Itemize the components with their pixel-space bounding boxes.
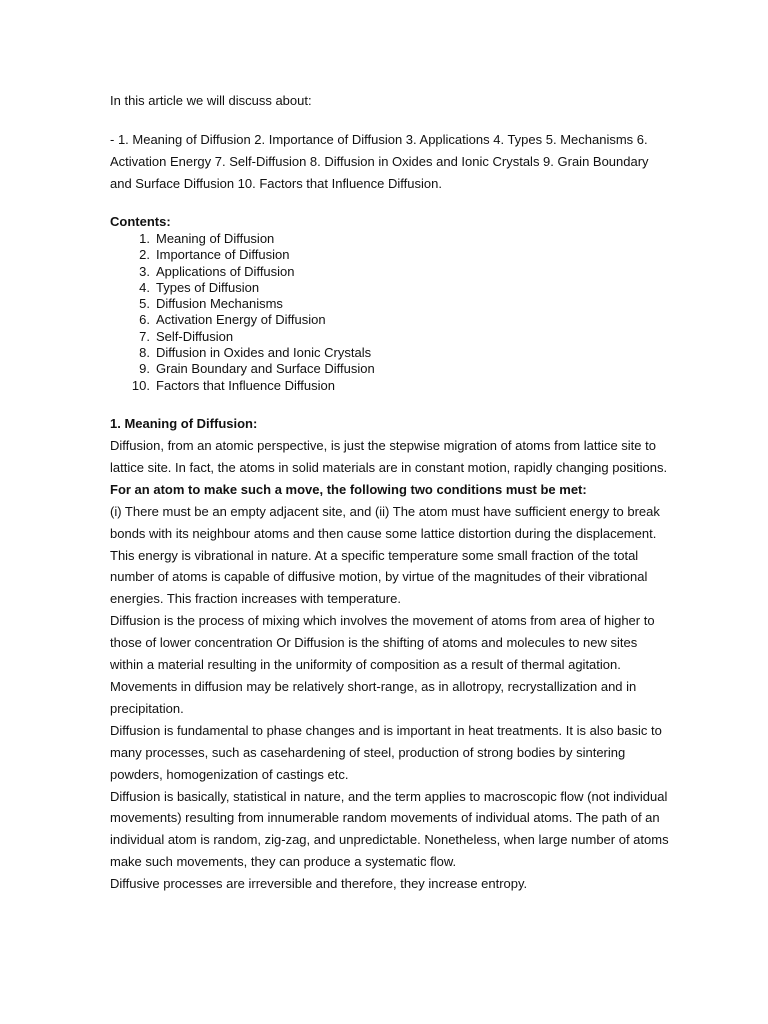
contents-heading: Contents: <box>110 214 171 229</box>
toc-item-number: 1. <box>139 231 150 246</box>
toc-item-label: Factors that Influence Diffusion <box>156 377 335 393</box>
body-paragraph: Diffusive processes are irreversible and therefore, they increase entropy. <box>110 876 528 892</box>
body-paragraph: Diffusion, from an atomic perspective, is just the stepwise migration of atoms from lattice site to lattice site. In fact, the atoms in solid materials are in constant motion, rapidly changing positions. <box>110 438 668 475</box>
toc-item-number: 9. <box>139 361 150 377</box>
body-paragraph: Diffusion is basically, statistical in nature, and the term applies to macroscopic flow (not individual movements) resulting from innumerable random movements of individual atoms. The path of an individual atom is random, zig-zag, and unpredictable. Nonetheless, when large number of atoms make such movements, they can produce a systematic flow. <box>110 788 669 870</box>
toc-item-label: Importance of Diffusion <box>156 247 290 263</box>
body-subheading: For an atom to make such a move, the following two conditions must be met: <box>110 481 587 497</box>
section-heading: 1. Meaning of Diffusion: <box>110 416 258 431</box>
toc-item <box>110 361 375 377</box>
toc-item-label: Activation Energy of Diffusion <box>156 312 326 328</box>
toc-item-number: 3. <box>139 263 150 279</box>
toc-item-label: Diffusion Mechanisms <box>156 296 283 312</box>
toc-item <box>110 264 375 280</box>
toc-item-label: Grain Boundary and Surface Diffusion <box>156 361 375 377</box>
toc-item <box>110 312 375 328</box>
toc-item <box>110 280 375 296</box>
body-paragraph: Diffusion is the process of mixing which involves the movement of atoms from area of higher to those of lower concentration Or Diffusion is the shifting of atoms and molecules to new sites within a material resulting in the uniformity of composition as a result of thermal agitation. <box>110 613 655 673</box>
body-paragraph: Movements in diffusion may be relatively short-range, as in allotropy, recrystallization and in precipitation. <box>110 678 637 716</box>
toc-item-label: Self-Diffusion <box>156 328 234 344</box>
toc-item-number: 6. <box>139 312 150 328</box>
toc-item-label: Diffusion in Oxides and Ionic Crystals <box>156 345 372 361</box>
toc-item-number: 8. <box>139 345 150 361</box>
toc-item-number: 10. <box>131 377 150 393</box>
toc-item <box>110 345 375 361</box>
toc-item <box>110 231 375 247</box>
toc-item-number: 2. <box>139 247 150 263</box>
table-of-contents <box>110 231 375 394</box>
toc-item-number: 4. <box>139 279 150 295</box>
summary-text: - 1. Meaning of Diffusion 2. Importance of Diffusion 3. Applications 4. Types 5. Mechanisms 6. Activation Energy 7. Self-Diffusion 8. Diffusion in Oxides and Ionic Crystals 9. Grain Boundary and Surface Diffusion 10. Factors that Influence Diffusion. <box>110 132 649 191</box>
toc-item-number: 5. <box>139 296 150 312</box>
toc-item-number: 7. <box>139 328 150 344</box>
toc-item <box>110 247 375 263</box>
toc-item <box>110 378 375 394</box>
body-paragraph: (i) There must be an empty adjacent site, and (ii) The atom must have sufficient energy to break bonds with its neighbour atoms and then cause some lattice distortion during the displacement. This energy is vibrational in nature. At a specific temperature some small fraction of the total number of atoms is capable of diffusive motion, by virtue of the magnitudes of their vibrational energies. This fraction increases with temperature. <box>110 503 660 607</box>
toc-item-label: Types of Diffusion <box>156 279 260 295</box>
body-paragraph: Diffusion is fundamental to phase changes and is important in heat treatments. It is also basic to many processes, such as casehardening of steel, production of strong bodies by sintering powders, homogenization of castings etc. <box>110 722 662 782</box>
toc-item <box>110 296 375 312</box>
intro-text: In this article we will discuss about: <box>110 93 312 108</box>
toc-item-label: Applications of Diffusion <box>156 263 295 279</box>
toc-item <box>110 329 375 345</box>
section-body <box>110 435 670 895</box>
toc-item-label: Meaning of Diffusion <box>156 231 275 246</box>
